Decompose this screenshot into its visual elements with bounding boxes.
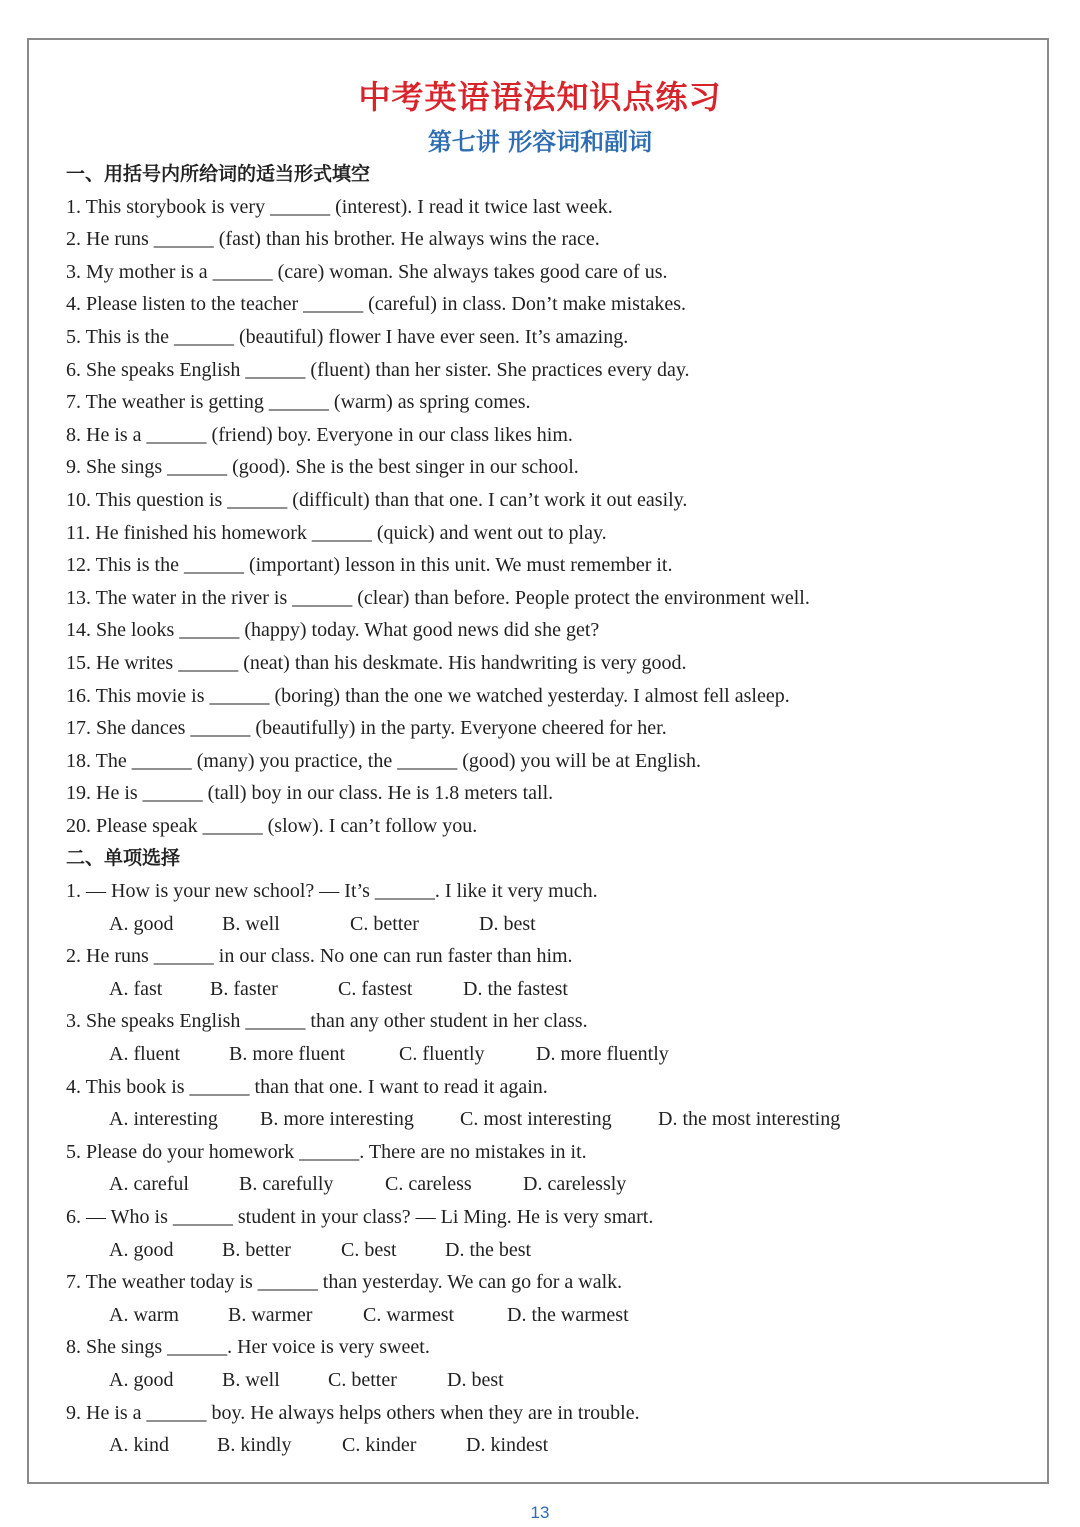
fill-in-item: 3. My mother is a ______ (care) woman. She always takes good care of us. [66,260,668,283]
page-title: 中考英语语法知识点练习 [358,78,722,116]
fill-in-item: 20. Please speak ______ (slow). I can’t follow you. [66,814,478,837]
option-row [66,1038,1026,1071]
option-b: B. more interesting [260,1108,414,1131]
fill-in-item: 4. Please listen to the teacher ______ (careful) in class. Don’t make mistakes. [66,293,686,316]
lesson-subtitle: 第七讲 形容词和副词 [427,128,653,156]
option-c: C. kinder [342,1434,417,1457]
option-c: C. fluently [399,1043,485,1066]
page-number: 13 [530,1503,550,1522]
option-d: D. the most interesting [658,1108,841,1131]
question-text: 9. He is a ______ boy. He always helps others when they are in trouble. [66,1401,640,1424]
option-c: C. careless [385,1173,472,1196]
section2-heading: 二、单项选择 [66,847,181,870]
fill-in-item: 2. He runs ______ (fast) than his brother. He always wins the race. [66,228,600,251]
fill-in-item: 19. He is ______ (tall) boy in our class. He is 1.8 meters tall. [66,782,554,805]
fill-in-item: 10. This question is ______ (difficult) than that one. I can’t work it out easily. [66,488,688,511]
option-d: D. more fluently [536,1043,669,1066]
option-a: A. fluent [109,1043,181,1066]
question-text: 7. The weather today is ______ than yesterday. We can go for a walk. [66,1271,623,1294]
fill-in-item: 15. He writes ______ (neat) than his deskmate. His handwriting is very good. [66,651,687,674]
question-text: 3. She speaks English ______ than any other student in her class. [66,1010,588,1033]
option-c: C. fastest [338,977,413,1000]
option-row [66,908,1026,941]
option-b: B. warmer [228,1303,313,1326]
fill-in-item: 12. This is the ______ (important) lesson in this unit. We must remember it. [66,554,673,577]
fill-in-item: 16. This movie is ______ (boring) than the one we watched yesterday. I almost fell asleep. [66,684,790,707]
option-a: A. fast [109,977,163,1000]
option-d: D. the warmest [507,1303,629,1326]
option-d: D. carelessly [523,1173,627,1196]
question-text: 4. This book is ______ than that one. I want to read it again. [66,1075,548,1098]
option-d: D. the best [445,1238,532,1261]
question-text: 8. She sings ______. Her voice is very sweet. [66,1336,430,1359]
question-text: 1. — How is your new school? — It’s ______. I like it very much. [66,880,598,903]
option-d: D. best [479,912,536,935]
option-a: A. kind [109,1434,169,1457]
option-b: B. faster [210,977,278,1000]
option-a: A. careful [109,1173,189,1196]
option-row [66,1429,1026,1462]
question-text: 2. He runs ______ in our class. No one can run faster than him. [66,945,573,968]
fill-in-item: 13. The water in the river is ______ (clear) than before. People protect the environment well. [66,586,810,609]
fill-in-item: 14. She looks ______ (happy) today. What good news did she get? [66,619,600,642]
option-row [66,1299,1026,1332]
fill-in-item: 18. The ______ (many) you practice, the ______ (good) you will be at English. [66,749,702,772]
fill-in-item: 6. She speaks English ______ (fluent) than her sister. She practices every day. [66,358,690,381]
fill-in-list [66,191,1026,843]
option-a: A. good [109,1238,174,1261]
option-c: C. best [341,1238,397,1261]
fill-in-item: 17. She dances ______ (beautifully) in the party. Everyone cheered for her. [66,717,667,740]
option-c: C. better [328,1368,397,1391]
question-text: 5. Please do your homework ______. There are no mistakes in it. [66,1140,587,1163]
option-row [66,1234,1026,1267]
option-a: A. interesting [109,1108,218,1131]
option-b: B. well [222,912,280,935]
option-b: B. better [222,1238,291,1261]
option-d: D. best [447,1368,504,1391]
question-text: 6. — Who is ______ student in your class? — Li Ming. He is very smart. [66,1206,654,1228]
section1-heading: 一、用括号内所给词的适当形式填空 [66,163,371,185]
fill-in-item: 9. She sings ______ (good). She is the best singer in our school. [66,456,579,479]
option-b: B. well [222,1368,280,1391]
option-d: D. kindest [466,1434,549,1457]
fill-in-item: 7. The weather is getting ______ (warm) as spring comes. [66,391,531,414]
fill-in-item: 5. This is the ______ (beautiful) flower I have ever seen. It’s amazing. [66,325,629,348]
option-row [66,1364,1026,1397]
option-c: C. most interesting [460,1108,612,1131]
option-row [66,973,1026,1006]
fill-in-item: 8. He is a ______ (friend) boy. Everyone in our class likes him. [66,423,573,446]
multiple-choice-list [66,875,1026,1462]
option-row [66,1168,1026,1201]
fill-in-item: 11. He finished his homework ______ (quick) and went out to play. [66,521,607,544]
option-c: C. better [350,912,419,935]
option-b: B. more fluent [229,1043,346,1066]
option-c: C. warmest [363,1303,455,1326]
option-a: A. warm [109,1303,179,1326]
option-row [66,1103,1026,1136]
option-a: A. good [109,1368,174,1391]
option-d: D. the fastest [463,977,568,1000]
option-a: A. good [109,912,174,935]
fill-in-item: 1. This storybook is very ______ (interest). I read it twice last week. [66,195,613,218]
worksheet-content [66,158,1026,1462]
option-b: B. kindly [217,1434,292,1457]
option-b: B. carefully [239,1173,334,1196]
